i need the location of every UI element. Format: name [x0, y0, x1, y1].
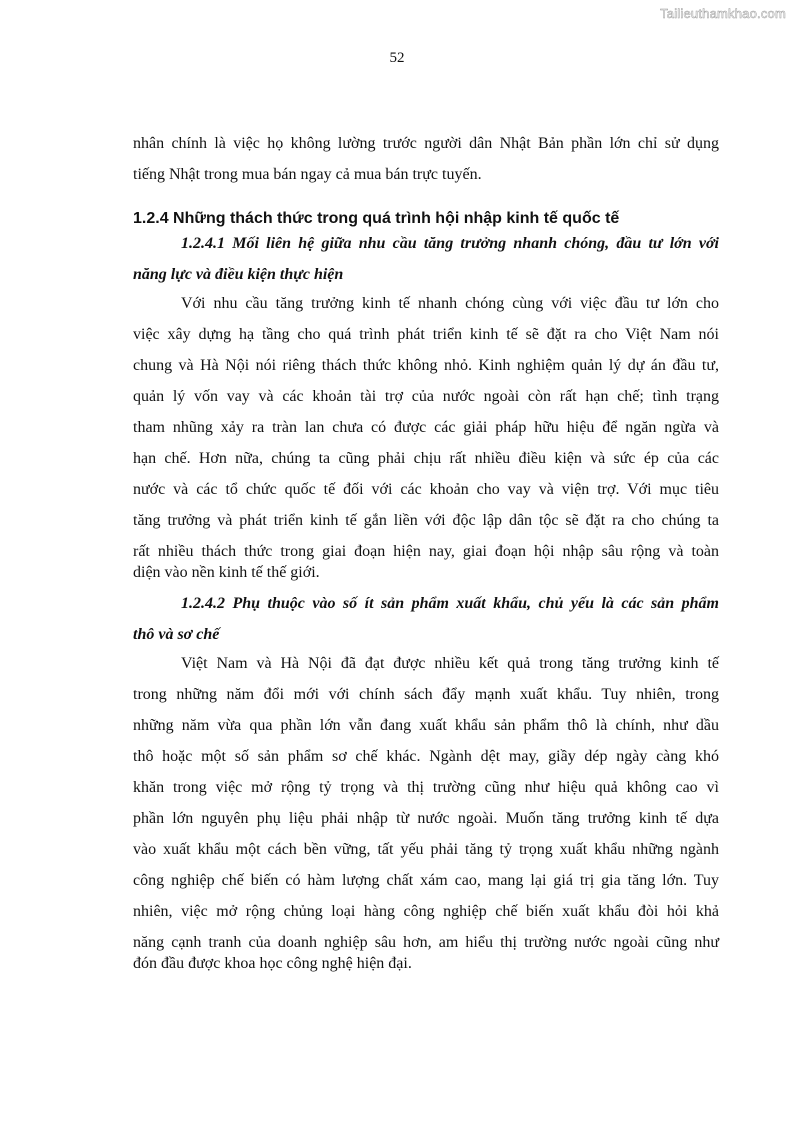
text-line: tiếng Nhật trong mua bán ngay cả mua bán trực tuyến.: [133, 166, 482, 183]
text-line: Việt Nam và Hà Nội đã đạt được nhiều kết quả trong tăng trưởng kinh tế: [181, 655, 719, 672]
text-line: nhân chính là việc họ không lường trước người dân Nhật Bản phần lớn chỉ sử dụng: [133, 135, 719, 152]
subsection-heading-cont: thô và sơ chế: [133, 626, 220, 643]
text-line: trong những năm đổi mới với chính sách đẩy mạnh xuất khẩu. Tuy nhiên, trong: [133, 686, 719, 703]
text-line: nước và các tổ chức quốc tế đối với các khoản cho vay và viện trợ. Với mục tiêu: [133, 481, 719, 498]
text-line: Với nhu cầu tăng trưởng kinh tế nhanh chóng cùng với việc đầu tư lớn cho: [181, 295, 719, 312]
section-heading: 1.2.4 Những thách thức trong quá trình hội nhập kinh tế quốc tế: [133, 210, 620, 227]
text-line: những năm vừa qua phần lớn vẫn đang xuất khẩu sản phẩm thô là chính, như dầu: [133, 717, 719, 734]
text-line: đón đầu được khoa học công nghệ hiện đại.: [133, 955, 412, 972]
text-line: chung và Hà Nội nói riêng thách thức không nhỏ. Kinh nghiệm quản lý dự án đầu tư,: [133, 357, 719, 374]
watermark: Tailieuthamkhao.com: [660, 6, 786, 21]
subsection-heading: 1.2.4.2 Phụ thuộc vào số ít sản phẩm xuất khẩu, chủ yếu là các sản phẩm: [181, 595, 719, 612]
text-line: tăng trưởng và phát triển kinh tế gắn liền với độc lập dân tộc sẽ đặt ra cho chúng ta: [133, 512, 719, 529]
text-line: phần lớn nguyên phụ liệu phải nhập từ nước ngoài. Muốn tăng trưởng kinh tế dựa: [133, 810, 719, 827]
text-line: diện vào nền kinh tế thế giới.: [133, 564, 320, 581]
text-line: tham nhũng xảy ra tràn lan chưa có được các giải pháp hữu hiệu để ngăn ngừa và: [133, 419, 719, 436]
text-line: công nghiệp chế biến có hàm lượng chất xám cao, mang lại giá trị gia tăng lớn. Tuy: [133, 872, 719, 889]
text-line: hạn chế. Hơn nữa, chúng ta cũng phải chịu rất nhiều điều kiện và sức ép của các: [133, 450, 719, 467]
page-number: 52: [389, 50, 405, 66]
text-line: khăn trong việc mở rộng tỷ trọng và thị trường cũng như hiệu quả không cao vì: [133, 779, 719, 796]
text-line: nhiên, việc mở rộng chủng loại hàng công nghiệp chế biến xuất khẩu đòi hỏi khả: [133, 903, 719, 920]
text-line: năng cạnh tranh của doanh nghiệp sâu hơn, am hiểu thị trường nước ngoài cũng như: [133, 934, 719, 951]
text-line: thô hoặc một số sản phẩm sơ chế khác. Ngành dệt may, giầy dép ngày càng khó: [133, 748, 719, 765]
subsection-heading: 1.2.4.1 Mối liên hệ giữa nhu cầu tăng trưởng nhanh chóng, đầu tư lớn với: [181, 235, 719, 252]
text-line: rất nhiều thách thức trong giai đoạn hiện nay, giai đoạn hội nhập sâu rộng và toàn: [133, 543, 719, 560]
text-line: quản lý vốn vay và các khoản tài trợ của nước ngoài còn rất hạn chế; tình trạng: [133, 388, 719, 405]
subsection-heading-cont: năng lực và điều kiện thực hiện: [133, 266, 344, 283]
text-line: vào xuất khẩu một cách bền vững, tất yếu phải tăng tỷ trọng xuất khẩu những ngành: [133, 841, 719, 858]
text-line: việc xây dựng hạ tầng cho quá trình phát triển kinh tế sẽ đặt ra cho Việt Nam nói: [133, 326, 719, 343]
